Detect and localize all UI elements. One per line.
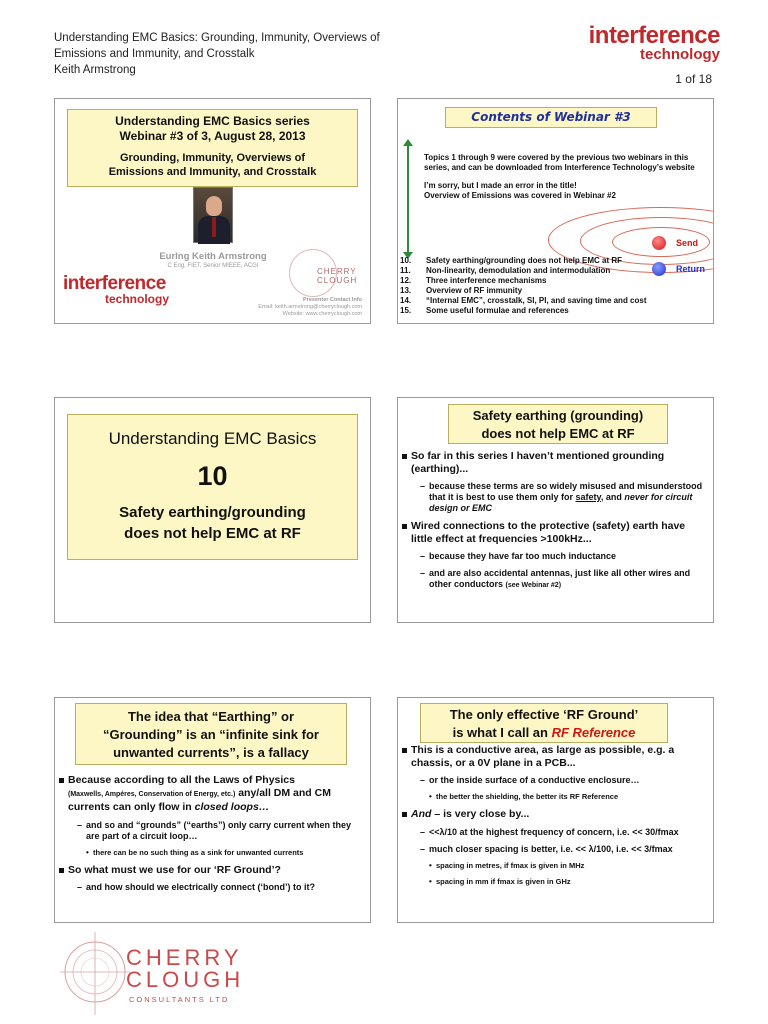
heading-line2: “Grounding” is an “infinite sink for [103,727,319,742]
return-label: Return [676,264,705,274]
topic-line1: Grounding, Immunity, Overviews of [120,152,305,164]
slide-section-10 [54,397,371,623]
interference-technology-logo-small [63,275,169,305]
heading-line1: Safety earthing (grounding) [472,408,644,423]
presenter-photo [193,187,233,243]
cherry-clough-logo [60,927,380,1017]
correction-line: Overview of Emissions was covered in Webinar #2 [424,191,616,200]
series-title: Understanding EMC Basics series [115,114,310,128]
contents-intro [424,153,710,201]
sub-bullet: – and so and “grounds” (“earths”) only carry current when they are part of a circuit loop… [59,820,365,842]
apology-line: I’m sorry, but I made an error in the title! [424,181,577,190]
intro-paragraph: Topics 1 through 9 were covered by the previous two webinars in this series, and can be downloaded from Interference Technology’s website [424,153,695,172]
slide-safety-earthing [397,397,714,623]
send-label: Send [676,238,699,248]
header-author: Keith Armstrong [54,64,136,76]
bullet: This is a conductive area, as large as possible, e.g. a chassis, or a 0V plane in a PCB... [402,744,708,769]
logo-word-interference: interference [63,273,166,294]
slide-body [59,774,365,899]
slide-title [54,98,371,324]
list-item: 13. Overview of RF immunity [400,286,523,295]
logo-word-technology: technology [105,292,170,306]
slide-body [402,744,708,893]
heading-line2: does not help EMC at RF [481,426,635,441]
header-title-line1: Understanding EMC Basics: Grounding, Immunity, Overviews of [54,32,380,44]
section-box [67,414,358,560]
sub-bullet: – <<λ/10 at the highest frequency of concern, i.e. << 30/fmax [402,827,708,838]
bullet: Wired connections to the protective (safety) earth have little effect at frequencies >100kHz... [402,520,708,545]
section-title-line1: Safety earthing/grounding [119,504,306,521]
bullet: So far in this series I haven’t mentioned grounding (earthing)... [402,450,708,475]
cc-word-consultants: CONSULTANTS LTD [129,995,230,1004]
webinar-title: Webinar #3 of 3, August 28, 2013 [119,129,306,143]
contents-title: Contents of Webinar #3 [445,107,657,128]
slide-sink-fallacy [54,697,371,923]
document-header [54,30,380,78]
list-item: 15. Some useful formulae and references [400,306,569,315]
list-item: 11. Non-linearity, demodulation and intermodulation [400,266,611,275]
cc-word-cherry: CHERRY [317,267,357,276]
sub-bullet: – and how should we electrically connect (‘bond’) to it? [59,882,365,893]
interference-technology-logo [589,24,720,63]
slide-body [402,450,708,597]
heading-line3: unwanted currents”, is a fallacy [113,745,309,760]
section-title-line2: does not help EMC at RF [124,525,301,542]
section-series: Understanding EMC Basics [108,429,317,448]
slide-heading [420,703,668,743]
double-arrow-icon [407,145,409,253]
contents-list [400,256,660,316]
bullet: Because according to all the Laws of Physics (Maxwells, Ampéres, Conservation of Energy, etc.) any/all DM and CM currents can only flow in closed loops… [59,774,365,814]
slide-heading [75,703,347,765]
bullet: So what must we use for our ‘RF Ground’? [59,864,365,877]
send-conductor-icon [652,236,666,250]
sub-bullet: – or the inside surface of a conductive enclosure… [402,775,708,786]
contact-website: Website: www.cherryclough.com [282,311,362,317]
slide-rf-reference [397,697,714,923]
sub-bullet: – because these terms are so widely misused and misunderstood that it is best to use them only for safety, and never for circuit design or EMC [402,481,708,514]
title-box [67,109,358,187]
contact-label: Presenter Contact Info [303,297,362,303]
slide-heading [448,404,668,444]
presenter-name: Eurlng Keith Armstrong [159,251,267,262]
slide-contents [397,98,714,324]
cc-word-cherry: CHERRY [126,945,243,970]
header-title-line2: Emissions and Immunity, and Crosstalk [54,48,255,60]
sub-sub-bullet: • there can be no such thing as a sink for unwanted currents [59,848,365,858]
bullet: And – is very close by... [402,808,708,821]
contact-email: Email: keith.armstrong@cherryclough.com [258,304,362,310]
presenter-contact [258,297,362,318]
heading-line1: The idea that “Earthing” or [127,709,295,724]
presenter-credentials: C Eng, FIET, Senior MIEEE, ACGI [167,263,259,269]
sub-sub-bullet: • the better the shielding, the better its RF Reference [402,792,708,802]
list-item: 12. Three interference mechanisms [400,276,547,285]
sub-bullet: – and are also accidental antennas, just like all other wires and other conductors (see Webinar #2) [402,568,708,591]
sub-sub-bullet: • spacing in mm if fmax is given in GHz [402,877,708,887]
sub-bullet: – much closer spacing is better, i.e. << λ/100, i.e. << 3/fmax [402,844,708,855]
heading-line2: is what I call an RF Reference [452,725,636,740]
section-number: 10 [197,461,228,491]
page-number: 1 of 18 [675,72,712,86]
topic-line2: Emissions and Immunity, and Crosstalk [108,166,317,178]
list-item: 14. “Internal EMC”, crosstalk, SI, PI, and saving time and cost [400,296,647,305]
sub-sub-bullet: • spacing in metres, if fmax is given in MHz [402,861,708,871]
cherry-clough-emblem-icon [60,927,130,1017]
cc-word-clough: CLOUGH [317,276,358,285]
heading-line1: The only effective ‘RF Ground’ [449,707,639,722]
cherry-clough-logo-small [317,267,357,285]
logo-word-technology: technology [639,46,720,63]
logo-word-interference: interference [588,22,720,49]
sub-bullet: – because they have far too much inductance [402,551,708,562]
list-item: 10. Safety earthing/grounding does not help EMC at RF [400,256,623,265]
cc-word-clough: CLOUGH [126,967,245,992]
